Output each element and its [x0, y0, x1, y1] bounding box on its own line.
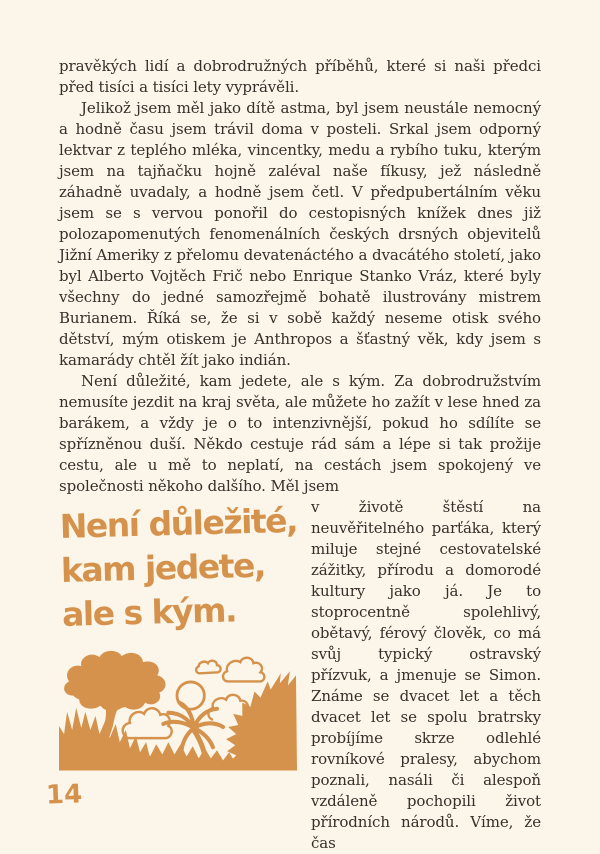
pull-quote-line: kam jedete, — [60, 545, 266, 590]
big-cloud-outline — [223, 658, 264, 682]
palm-frond — [194, 723, 223, 728]
jungle-landscape-illustration — [59, 649, 297, 771]
body-text — [59, 56, 541, 854]
pull-quote-column — [59, 497, 297, 771]
pull-quote — [59, 491, 301, 637]
palm-frond — [182, 728, 194, 750]
paragraph: Jelikož jsem měl jako dítě astma, byl jsem neustále nemocný a hodně času jsem trávil doma v posteli. Srkal jsem odporný lektvar z teplého mléka, vincentky, medu a rybího tuku, kterým jsem na tajňačku hojně zaléval naše fíkusy, jež následně záhadně uvadaly, a hodně jsem četl. V předpubertálním věku jsem se s vervou ponořil do cestopisných knížek dnes již polozapomenutých fenomenálních českých drsných objevitelů Jižní Ameriky z přelomu devatenáctého a dvacátého století, jako byl Alberto Vojtěch Frič nebo Enrique Stanko Vráz, které byly všechny do jedné samozřejmě bohatě ilustrovány mistrem Burianem. Říká se, že si v sobě každý neseme otisk svého dětství, mým otiskem je Anthropos a šťastný věk, kdy jsem s kamarády chtěl žít jako indián. — [59, 99, 541, 369]
right-spiky-tree — [226, 671, 297, 770]
quote-and-text-row — [59, 497, 541, 854]
small-cloud-outline — [196, 661, 220, 674]
paragraph: Není důležité, kam jedete, ale s kým. Za dobrodružstvím nemusíte jezdit na kraj světa, ale můžete ho zažít v lese hned za barákem, a vždy je o to intenzivnější, pokud ho sdílíte se spřízněnou duší. Někdo cestuje rád sám a lépe si tak prožije cestu, ale u mě to neplatí, na cestách jsem spokojený ve společnosti někoho dalšího. Měl jsem — [59, 372, 541, 495]
paragraph-continuation: pravěkých lidí a dobrodružných příběhů, které si naši předci před tisíci a tisíci lety vyprávěli. — [59, 57, 541, 96]
paragraph-wrapped: v životě štěstí na neuvěřitelného parťáka, který miluje stejné cestovatelské zážitky, přírodu a domorodé kultury jako já. Je to stoprocentně spolehlivý, obětavý, férový člověk, co má svůj typický ostravský přízvuk, a jmenuje se Simon. Známe se dvacet let a těch dvacet let se spolu bratrsky probíjíme skrze odlehlé rovníkové pralesy, abychom poznali, nasáli či alespoň vzdáleně pochopili život přírodních národů. Víme, že čas — [311, 498, 541, 852]
pull-quote-line: Není důležité, — [59, 500, 298, 546]
pull-quote-line: ale s kým. — [61, 590, 237, 634]
page-number: 14 — [45, 779, 83, 811]
